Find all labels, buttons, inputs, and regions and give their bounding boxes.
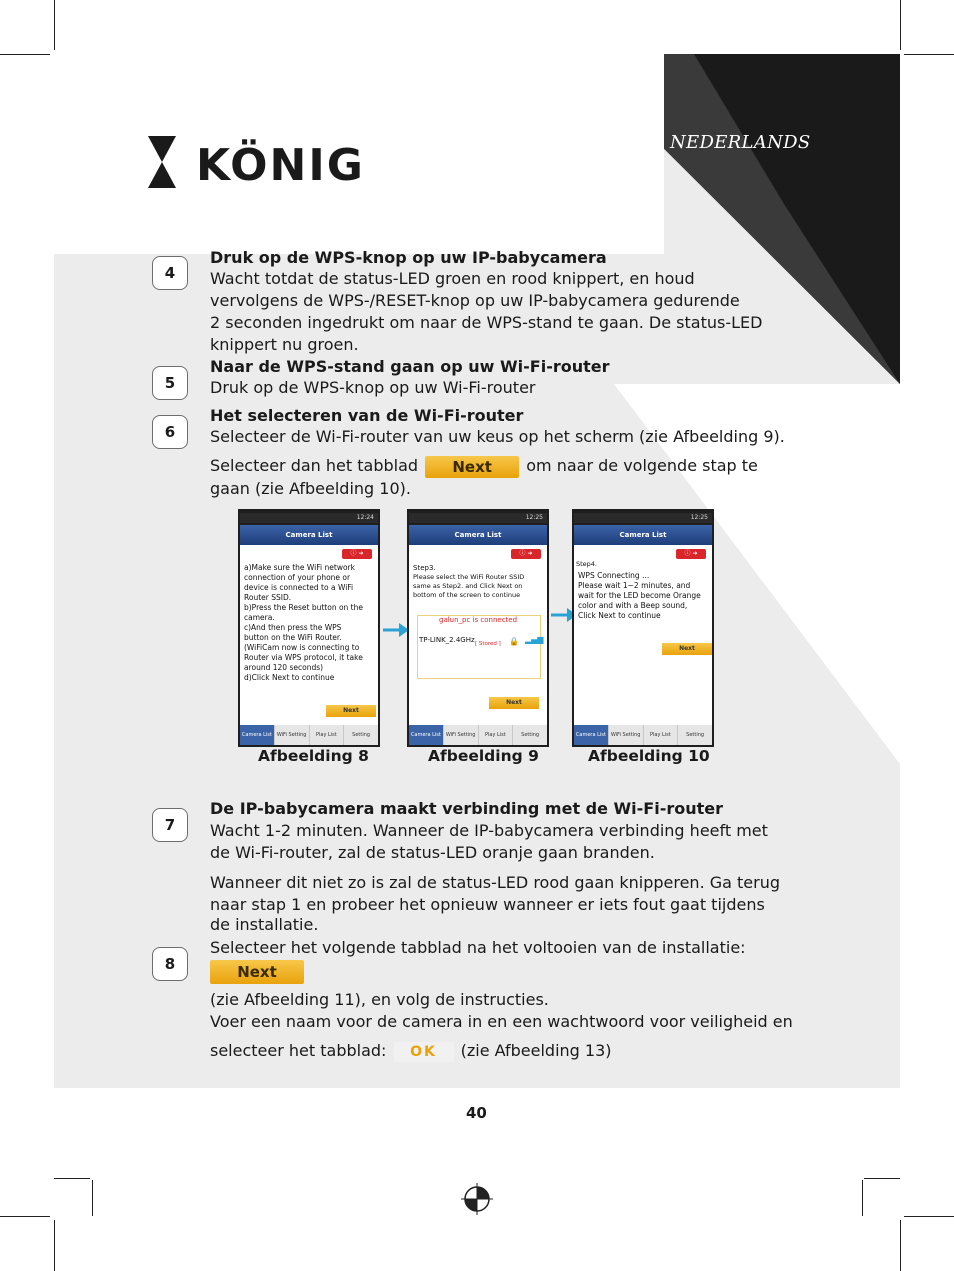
step-8-line: (zie Afbeelding 11), en volg de instructies. bbox=[210, 990, 549, 1009]
step-6-line-with-button bbox=[210, 455, 758, 478]
tab-play-list[interactable]: Play List bbox=[643, 725, 678, 745]
konig-logo-icon bbox=[148, 136, 190, 188]
step-7-line: de Wi-Fi-router, zal de status-LED oranje gaan branden. bbox=[210, 843, 655, 862]
phone-tab-bar bbox=[409, 725, 547, 745]
instruction-line: WPS Connecting ... bbox=[578, 571, 650, 580]
phone-screenshot-9 bbox=[407, 509, 549, 747]
instruction-line: b)Press the Reset button on the bbox=[244, 603, 363, 612]
tab-setting[interactable]: Setting bbox=[343, 725, 378, 745]
app-title-bar: Camera List bbox=[574, 525, 712, 545]
step-4-line: Wacht totdat de status-LED groen en rood knippert, en houd bbox=[210, 269, 695, 288]
figure-caption-9: Afbeelding 9 bbox=[428, 747, 539, 765]
language-label: NEDERLANDS bbox=[670, 132, 811, 153]
tab-play-list[interactable]: Play List bbox=[309, 725, 344, 745]
app-title-bar: Camera List bbox=[409, 525, 547, 545]
step-7-title: De IP-babycamera maakt verbinding met de Wi-Fi-router bbox=[210, 799, 724, 818]
app-title-bar: Camera List bbox=[240, 525, 378, 545]
connected-status: galun_pc is connected bbox=[439, 616, 518, 624]
tab-play-list[interactable]: Play List bbox=[478, 725, 513, 745]
instruction-line: Step4. bbox=[576, 560, 598, 568]
status-bar: 12:25 bbox=[409, 513, 547, 523]
instruction-line: same as Step2. and Click Next on bbox=[413, 582, 523, 590]
step-number-7: 7 bbox=[152, 808, 188, 842]
step-number-8: 8 bbox=[152, 947, 188, 981]
instruction-line: button on the WiFi Router. bbox=[244, 633, 342, 642]
status-bar: 12:24 bbox=[240, 513, 378, 523]
phone-screenshot-10 bbox=[572, 509, 714, 747]
registration-mark-bottom bbox=[461, 1183, 493, 1215]
step-6-line-after: om naar de volgende stap te bbox=[526, 456, 758, 475]
step-6-line-before: Selecteer dan het tabblad bbox=[210, 456, 419, 475]
figure-caption-8: Afbeelding 8 bbox=[258, 747, 369, 765]
brand-logo-text: KÖNIG bbox=[196, 140, 365, 191]
instruction-line: Please select the WiFi Router SSID bbox=[413, 573, 525, 581]
tab-setting[interactable]: Setting bbox=[677, 725, 712, 745]
phone-next-button[interactable]: Next bbox=[489, 697, 539, 709]
instruction-line: d)Click Next to continue bbox=[244, 673, 335, 682]
tab-camera-list[interactable]: Camera List bbox=[574, 725, 608, 745]
lock-icon: 🔒 bbox=[509, 637, 519, 646]
wifi-signal-icon: ▂▄▆ bbox=[525, 635, 544, 644]
instruction-line: (WiFiCam now is connecting to bbox=[244, 643, 360, 652]
tab-camera-list[interactable]: Camera List bbox=[240, 725, 274, 745]
step-5-line: Druk op de WPS-knop op uw Wi-Fi-router bbox=[210, 378, 536, 397]
step-number-6: 6 bbox=[152, 415, 188, 449]
step-7-line: de installatie. bbox=[210, 915, 319, 934]
step-8-line: Voer een naam voor de camera in en een wachtwoord voor veiligheid en bbox=[210, 1012, 793, 1031]
step-7-line: Wacht 1-2 minuten. Wanneer de IP-babycamera verbinding heeft met bbox=[210, 821, 768, 840]
step-8-line-with-button bbox=[210, 1040, 612, 1062]
instruction-line: a)Make sure the WiFi network bbox=[244, 563, 355, 572]
tab-setting[interactable]: Setting bbox=[512, 725, 547, 745]
step-4-title: Druk op de WPS-knop op uw IP-babycamera bbox=[210, 248, 607, 267]
step-6-line: Selecteer de Wi-Fi-router van uw keus op het scherm (zie Afbeelding 9). bbox=[210, 427, 785, 446]
step-8-line: Selecteer het volgende tabblad na het voltooien van de installatie: bbox=[210, 938, 746, 957]
phone-tab-bar bbox=[574, 725, 712, 745]
instruction-line: connection of your phone or bbox=[244, 573, 351, 582]
instruction-line: Step3. bbox=[413, 564, 436, 572]
instruction-line: wait for the LED become Orange bbox=[578, 591, 701, 600]
phone-next-button[interactable]: Next bbox=[662, 643, 712, 655]
info-icon[interactable]: ⓘ ➜ bbox=[511, 549, 541, 559]
figure-caption-10: Afbeelding 10 bbox=[588, 747, 710, 765]
step-number-4: 4 bbox=[152, 256, 188, 290]
instruction-line: device is connected to a WiFi bbox=[244, 583, 354, 592]
next-button[interactable]: Next bbox=[210, 960, 304, 984]
instruction-line: camera. bbox=[244, 613, 275, 622]
instruction-line: Router via WPS protocol, it take bbox=[244, 653, 363, 662]
instruction-line: c)And then press the WPS bbox=[244, 623, 342, 632]
step-7-line: Wanneer dit niet zo is zal de status-LED rood gaan knipperen. Ga terug bbox=[210, 873, 781, 892]
info-icon[interactable]: ⓘ ➜ bbox=[676, 549, 706, 559]
tab-wifi-setting[interactable]: WiFi Setting bbox=[443, 725, 478, 745]
stored-label: [ Stored ] bbox=[475, 641, 501, 647]
instruction-line: color and with a Beep sound, bbox=[578, 601, 688, 610]
step-6-line: gaan (zie Afbeelding 10). bbox=[210, 479, 411, 498]
wifi-network-name: TP-LINK_2.4GHz bbox=[419, 636, 475, 644]
arrow-right-icon bbox=[383, 620, 409, 640]
phone-tab-bar bbox=[240, 725, 378, 745]
step-number-5: 5 bbox=[152, 366, 188, 400]
status-bar: 12:25 bbox=[574, 513, 712, 523]
info-icon[interactable]: ⓘ ➜ bbox=[342, 549, 372, 559]
ok-button[interactable]: OK bbox=[394, 1042, 454, 1062]
instruction-line: bottom of the screen to continue bbox=[413, 591, 521, 599]
page-number: 40 bbox=[466, 1104, 487, 1122]
step-6-title: Het selecteren van de Wi-Fi-router bbox=[210, 406, 524, 425]
step-4-line: knippert nu groen. bbox=[210, 335, 359, 354]
step-4-line: 2 seconden ingedrukt om naar de WPS-stand te gaan. De status-LED bbox=[210, 313, 763, 332]
step-5-title: Naar de WPS-stand gaan op uw Wi-Fi-router bbox=[210, 357, 610, 376]
step-4-line: vervolgens de WPS-/RESET-knop op uw IP-babycamera gedurende bbox=[210, 291, 740, 310]
step-8-line-after: (zie Afbeelding 13) bbox=[460, 1041, 612, 1060]
tab-wifi-setting[interactable]: WiFi Setting bbox=[274, 725, 309, 745]
step-7-line: naar stap 1 en probeer het opnieuw wanneer er iets fout gaat tijdens bbox=[210, 895, 765, 914]
tab-wifi-setting[interactable]: WiFi Setting bbox=[608, 725, 643, 745]
phone-screenshot-8 bbox=[238, 509, 380, 747]
instruction-line: around 120 seconds) bbox=[244, 663, 324, 672]
instruction-line: Router SSID. bbox=[244, 593, 292, 602]
instruction-line: Please wait 1~2 minutes, and bbox=[578, 581, 691, 590]
instruction-line: Click Next to continue bbox=[578, 611, 661, 620]
step-8-line-before: selecteer het tabblad: bbox=[210, 1041, 387, 1060]
next-button[interactable]: Next bbox=[425, 456, 519, 478]
phone-next-button[interactable]: Next bbox=[326, 705, 376, 717]
tab-camera-list[interactable]: Camera List bbox=[409, 725, 443, 745]
